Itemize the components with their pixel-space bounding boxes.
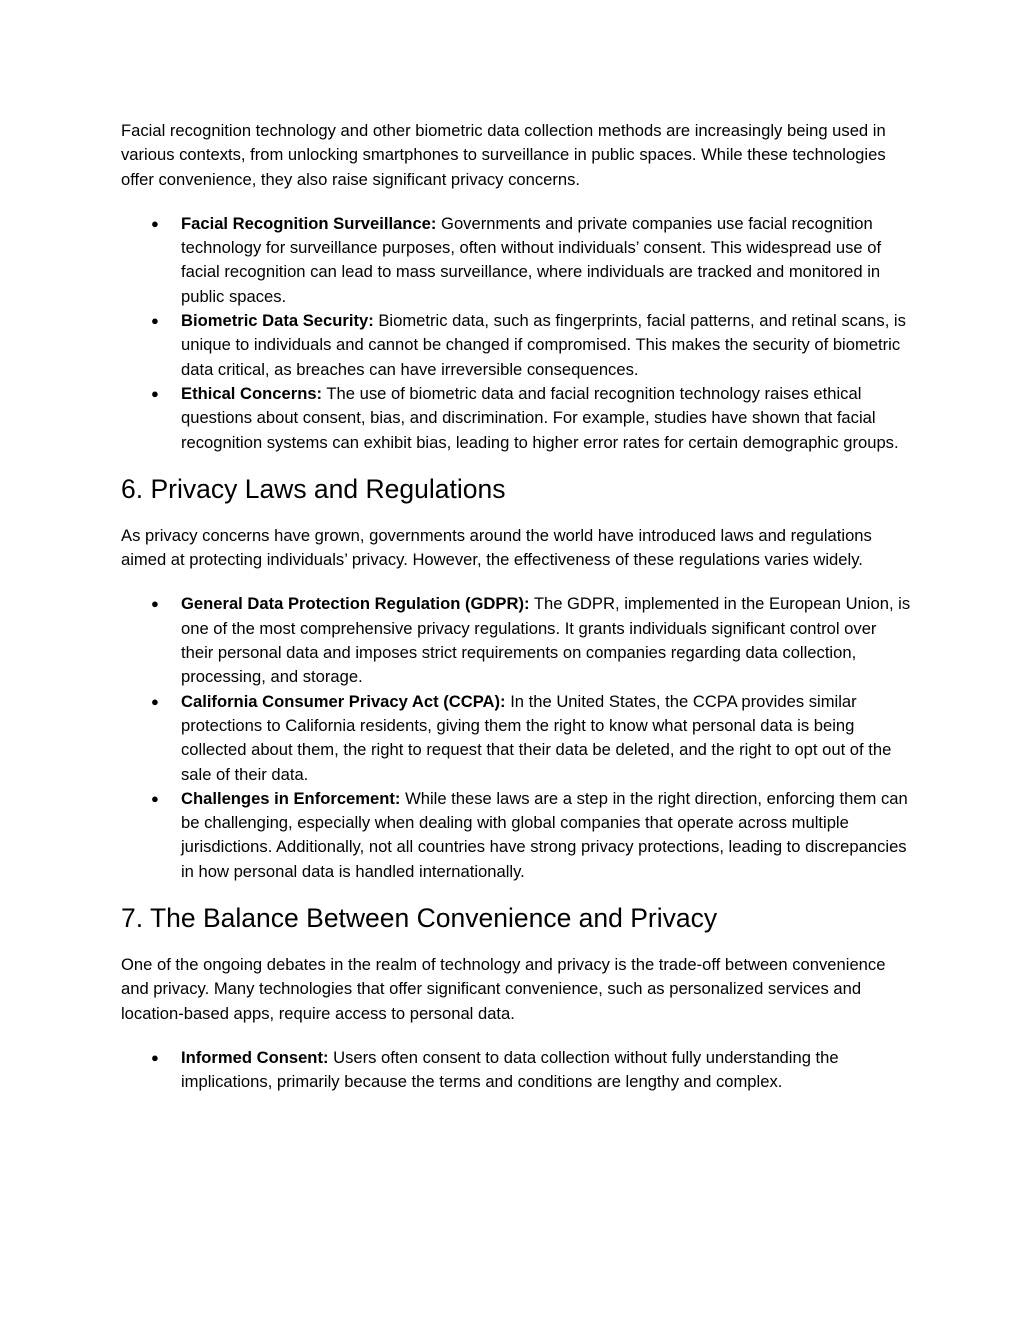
- bullet-title: Informed Consent:: [181, 1047, 329, 1067]
- bullet-text: Governments and private companies use facial recognition technology for surveillance purposes, often without individuals’ consent. This widespread use of facial recognition can lead to mass surveillance, where individuals are tracked and monitored in public spaces.: [181, 213, 882, 306]
- list-item: [151, 690, 911, 787]
- list-item: [151, 787, 911, 884]
- section-7-paragraph: One of the ongoing debates in the realm of technology and privacy is the trade-off between convenience and privacy. Many technologies that offer significant convenience, such as personalized services and location-based apps, require access to personal data.: [121, 955, 886, 1023]
- bullet-text: Biometric data, such as fingerprints, facial patterns, and retinal scans, is unique to individuals and cannot be changed if compromised. This makes the security of biometric data critical, as breaches can have irreversible consequences.: [181, 311, 906, 379]
- bullet-text: While these laws are a step in the right direction, enforcing them can be challenging, especially when dealing with global companies that operate across multiple jurisdictions. Additionally, not all countries have strong privacy protections, leading to discrepancies in how personal data is handled internationally.: [181, 788, 908, 881]
- section-6-paragraph: As privacy concerns have grown, governments around the world have introduced laws and regulations aimed at protecting individuals’ privacy. However, the effectiveness of these regulations varies widely.: [121, 525, 872, 570]
- bullet-icon: ●: [151, 596, 159, 612]
- bullet-text: Users often consent to data collection without fully understanding the implications, primarily because the terms and conditions are lengthy and complex.: [181, 1047, 839, 1092]
- bullet-title: Challenges in Enforcement:: [181, 788, 401, 808]
- bullet-title: Biometric Data Security:: [181, 311, 374, 331]
- bullet-title: Facial Recognition Surveillance:: [181, 213, 437, 233]
- section-6-bullet-list: [121, 592, 911, 884]
- bullet-icon: ●: [151, 215, 159, 231]
- list-item: [151, 212, 911, 309]
- bullet-icon: ●: [151, 790, 159, 806]
- bullet-icon: ●: [151, 1049, 159, 1065]
- section-6-heading: 6. Privacy Laws and Regulations: [121, 473, 506, 504]
- section-7-bullet-list: [121, 1046, 911, 1095]
- list-item: [151, 382, 911, 455]
- section-7-heading: 7. The Balance Between Convenience and Privacy: [121, 903, 718, 934]
- bullet-title: General Data Protection Regulation (GDPR):: [181, 594, 530, 614]
- bullet-text: The use of biometric data and facial recognition technology raises ethical questions about consent, bias, and discrimination. For example, studies have shown that facial recognition systems can exhibit bias, leading to higher error rates for certain demographic groups.: [181, 383, 899, 452]
- bullet-text: In the United States, the CCPA provides similar protections to California residents, giving them the right to know what personal data is being collected about them, the right to request that their data be deleted, and the right to opt out of the sale of their data.: [181, 691, 892, 784]
- list-item: [151, 592, 911, 689]
- bullet-text: The GDPR, implemented in the European Union, is one of the most comprehensive privacy regulations. It grants individuals significant control over their personal data and imposes strict requirements on companies regarding data collection, processing, and storage.: [181, 594, 911, 687]
- intro-paragraph: Facial recognition technology and other biometric data collection methods are increasingly being used in various contexts, from unlocking smartphones to surveillance in public spaces. While these technologies offer convenience, they also raise significant privacy concerns.: [121, 121, 886, 189]
- bullet-icon: ●: [151, 313, 159, 329]
- bullet-title: California Consumer Privacy Act (CCPA):: [181, 691, 506, 711]
- document-page: [121, 119, 911, 1095]
- intro-bullet-list: [121, 212, 911, 455]
- bullet-icon: ●: [151, 693, 159, 709]
- list-item: [151, 1046, 911, 1095]
- bullet-icon: ●: [151, 385, 159, 401]
- list-item: [151, 309, 911, 382]
- bullet-title: Ethical Concerns:: [181, 383, 323, 403]
